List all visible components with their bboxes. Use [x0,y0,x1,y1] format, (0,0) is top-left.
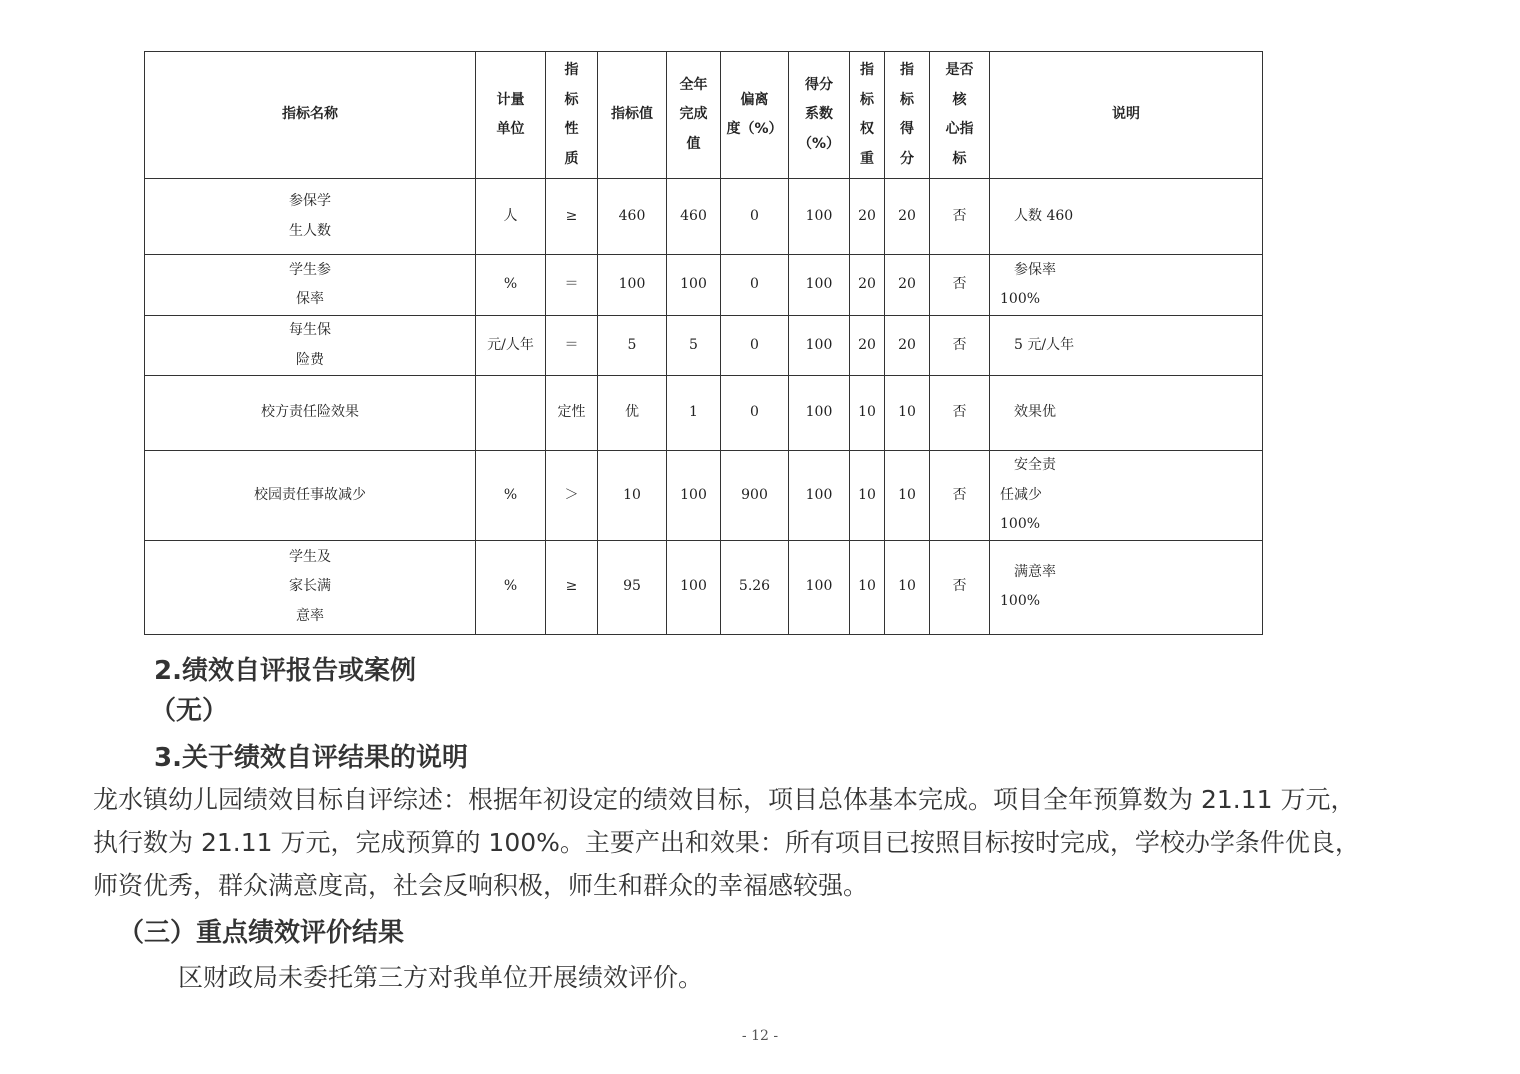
cell-indicator-name: 校方责任险效果 [145,376,476,451]
table-row [145,179,1263,255]
cell-core-indicator: 否 [930,540,990,634]
cell-core-indicator: 否 [930,255,990,316]
cell-indicator-name: 校园责任事故减少 [145,451,476,541]
cell-score: 20 [885,179,930,255]
header-note: 说明 [990,52,1263,179]
cell-unit: 人 [476,179,546,255]
cell-score-coefficient: 100 [789,540,850,634]
header-target-value: 指标值 [598,52,667,179]
cell-actual-value: 1 [667,376,721,451]
cell-score-coefficient: 100 [789,179,850,255]
cell-score-coefficient: 100 [789,451,850,541]
header-deviation: 偏离 度（%） [721,52,789,179]
cell-actual-value: 460 [667,179,721,255]
cell-unit [476,376,546,451]
section3-line-3: 师资优秀，群众满意度高，社会反响积极，师生和群众的幸福感较强。 [93,871,869,900]
section3-title: 3.关于绩效自评结果的说明 [154,743,468,773]
table-header-row [145,52,1263,179]
cell-weight: 10 [850,376,885,451]
cell-core-indicator: 否 [930,451,990,541]
cell-score: 10 [885,376,930,451]
section3-line-2: 执行数为 21.11 万元，完成预算的 100%。主要产出和效果：所有项目已按照目标按时完成，学校办学条件优良， [93,828,1360,857]
cell-nature: ≥ [546,540,598,634]
cell-core-indicator: 否 [930,179,990,255]
header-nature: 指 标 性 质 [546,52,598,179]
cell-indicator-name: 学生及 家长满 意率 [145,540,476,634]
cell-score: 10 [885,540,930,634]
header-core-indicator: 是否 核 心指 标 [930,52,990,179]
cell-score: 20 [885,316,930,376]
table-row [145,255,1263,316]
cell-note: 5 元/人年 [990,316,1263,376]
cell-unit: % [476,255,546,316]
table-row [145,316,1263,376]
cell-score-coefficient: 100 [789,376,850,451]
cell-deviation: 0 [721,376,789,451]
cell-actual-value: 100 [667,540,721,634]
key-evaluation-title: （三）重点绩效评价结果 [118,918,405,948]
cell-actual-value: 100 [667,451,721,541]
cell-nature: ＝ [546,316,598,376]
cell-deviation: 0 [721,255,789,316]
cell-target-value: 10 [598,451,667,541]
cell-actual-value: 100 [667,255,721,316]
cell-nature: ＞ [546,451,598,541]
header-unit: 计量 单位 [476,52,546,179]
key-evaluation-content: 区财政局未委托第三方对我单位开展绩效评价。 [178,963,704,992]
cell-score: 10 [885,451,930,541]
cell-note: 人数 460 [990,179,1263,255]
table-row [145,451,1263,541]
cell-core-indicator: 否 [930,316,990,376]
cell-indicator-name: 每生保 险费 [145,316,476,376]
cell-note: 安全责 任减少 100% [990,451,1263,541]
cell-note: 效果优 [990,376,1263,451]
cell-weight: 10 [850,540,885,634]
cell-target-value: 优 [598,376,667,451]
cell-actual-value: 5 [667,316,721,376]
cell-core-indicator: 否 [930,376,990,451]
header-indicator-name: 指标名称 [145,52,476,179]
cell-deviation: 0 [721,316,789,376]
cell-unit: 元/人年 [476,316,546,376]
header-score-coefficient: 得分 系数 （%） [789,52,850,179]
cell-weight: 20 [850,179,885,255]
cell-deviation: 5.26 [721,540,789,634]
cell-unit: % [476,451,546,541]
cell-weight: 20 [850,255,885,316]
cell-note: 满意率 100% [990,540,1263,634]
cell-nature: 定性 [546,376,598,451]
page-number: - 12 - [741,1028,779,1044]
cell-unit: % [476,540,546,634]
cell-nature: ＝ [546,255,598,316]
cell-target-value: 5 [598,316,667,376]
cell-score-coefficient: 100 [789,255,850,316]
cell-target-value: 95 [598,540,667,634]
cell-indicator-name: 学生参 保率 [145,255,476,316]
header-actual-value: 全年 完成 值 [667,52,721,179]
table-row [145,376,1263,451]
section2-title: 2.绩效自评报告或案例 [154,656,416,686]
cell-weight: 20 [850,316,885,376]
header-weight: 指 标 权 重 [850,52,885,179]
cell-indicator-name: 参保学 生人数 [145,179,476,255]
section3-line-1: 龙水镇幼儿园绩效目标自评综述：根据年初设定的绩效目标，项目总体基本完成。项目全年预算数为 21.11 万元， [93,785,1356,814]
cell-score-coefficient: 100 [789,316,850,376]
cell-target-value: 460 [598,179,667,255]
cell-nature: ≥ [546,179,598,255]
cell-note: 参保率 100% [990,255,1263,316]
header-score: 指 标 得 分 [885,52,930,179]
cell-deviation: 900 [721,451,789,541]
cell-deviation: 0 [721,179,789,255]
cell-score: 20 [885,255,930,316]
cell-target-value: 100 [598,255,667,316]
table-row [145,540,1263,634]
performance-metrics-table [144,51,1263,635]
cell-weight: 10 [850,451,885,541]
section2-content: （无） [150,696,229,726]
